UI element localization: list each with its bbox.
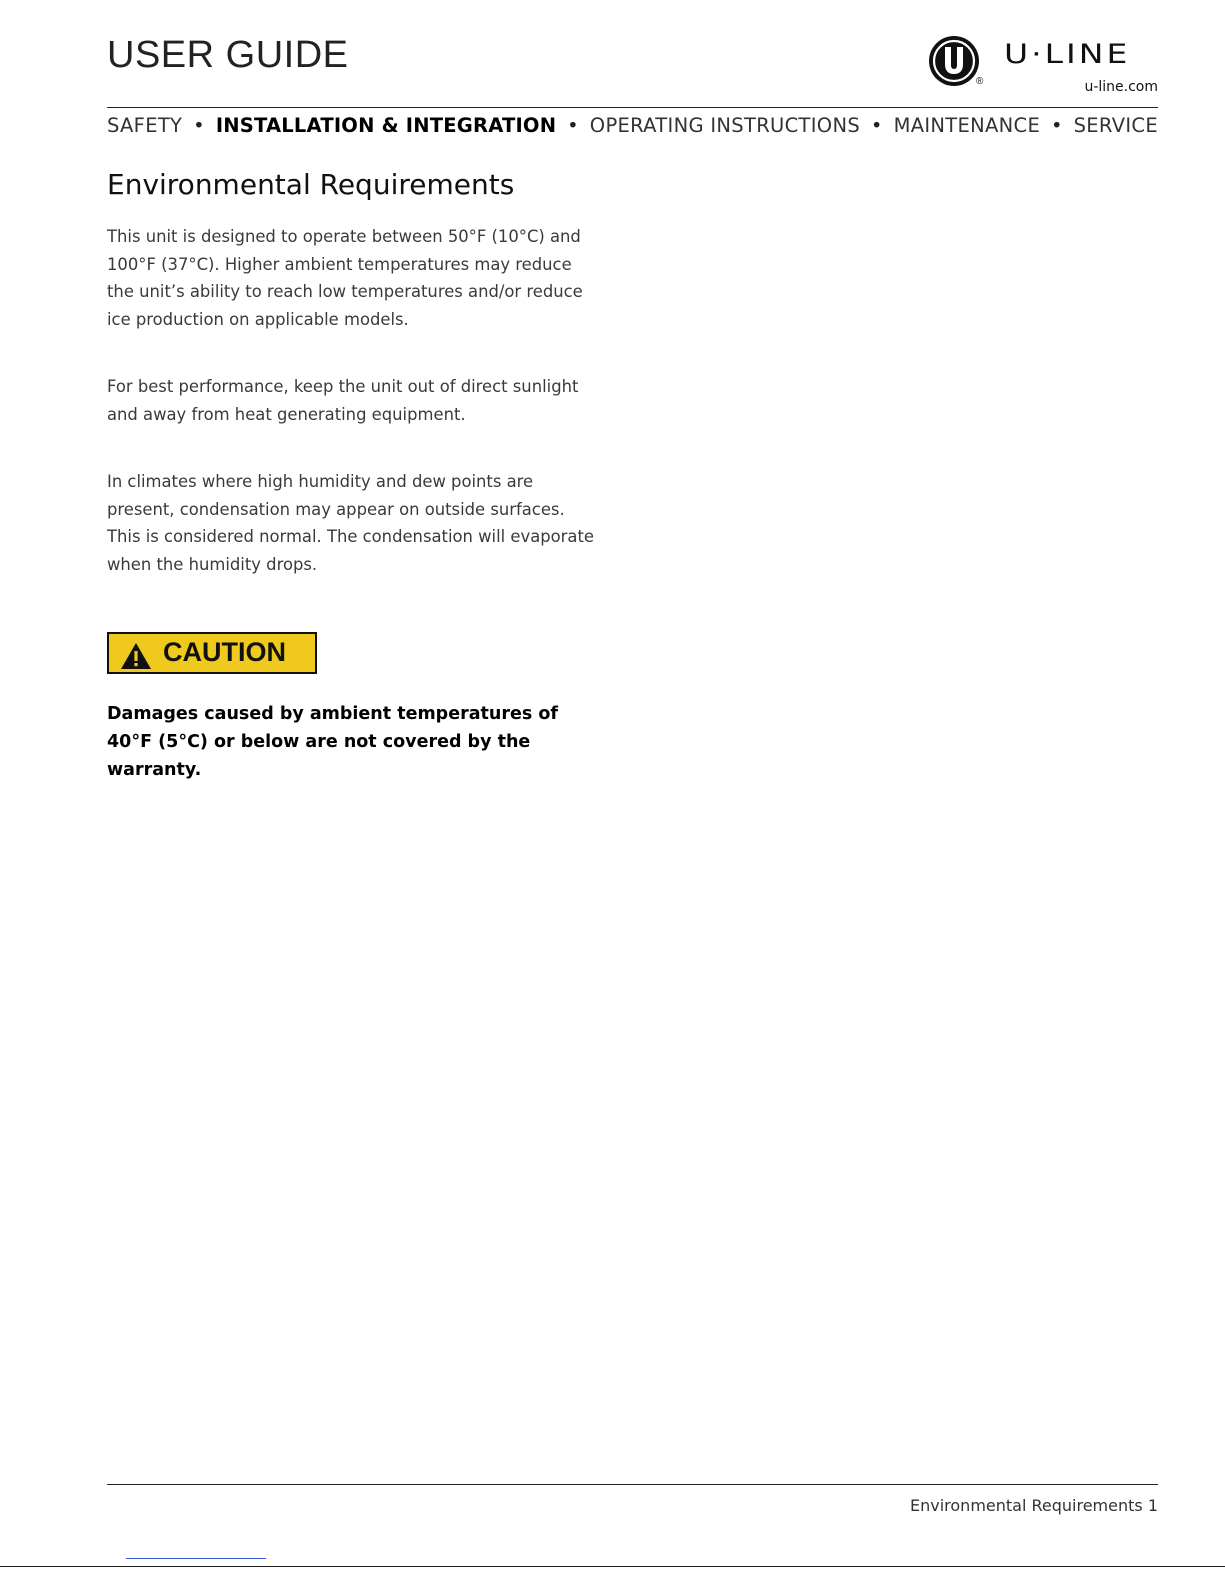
footer-divider	[107, 1484, 1158, 1485]
page-footer: Environmental Requirements 1	[910, 1496, 1158, 1515]
logo-wordmark: U·LINE	[1004, 37, 1131, 70]
section-breadcrumb	[107, 114, 1158, 137]
page-title: USER GUIDE	[107, 34, 349, 76]
section-heading: Environmental Requirements	[107, 168, 515, 201]
nav-item-service[interactable]: SERVICE	[1073, 114, 1158, 137]
sunlight-paragraph: For best performance, keep the unit out of direct sunlight and away from heat generating equipment.	[107, 377, 579, 424]
link-underline	[126, 1558, 266, 1559]
nav-item-maintenance[interactable]: MAINTENANCE	[893, 114, 1041, 137]
website-url[interactable]: u-line.com	[1084, 79, 1158, 95]
caution-message: Damages caused by ambient temperatures of 40°F (5°C) or below are not covered by the warranty.	[107, 704, 558, 780]
caution-label-text: CAUTION	[163, 637, 286, 667]
header-divider	[107, 107, 1158, 108]
warning-triangle-icon	[120, 642, 152, 670]
humidity-paragraph: In climates where high humidity and dew points are present, condensation may appear on outside surfaces. This is considered normal. The condensation will evaporate when the humidity drops.	[107, 472, 594, 574]
nav-item-safety[interactable]: SAFETY	[107, 114, 183, 137]
registered-mark: ®	[976, 76, 984, 87]
nav-separator: •	[870, 114, 883, 137]
nav-item-operating-instructions[interactable]: OPERATING INSTRUCTIONS	[589, 114, 861, 137]
nav-item-installation-integration[interactable]: INSTALLATION & INTEGRATION	[215, 114, 557, 137]
operating-range-paragraph: This unit is designed to operate between 50°F (10°C) and 100°F (37°C). Higher ambient temperatures may reduce the unit’s ability to reach low temperatures and/or reduce ice production on applicable models.	[107, 227, 583, 329]
page-edge-line	[0, 1566, 1225, 1567]
nav-separator: •	[193, 114, 205, 137]
nav-separator: •	[567, 114, 579, 137]
caution-label	[107, 632, 317, 674]
u-line-logo-icon	[928, 34, 982, 88]
u-line-logo	[928, 34, 1160, 96]
nav-separator: •	[1050, 114, 1063, 137]
